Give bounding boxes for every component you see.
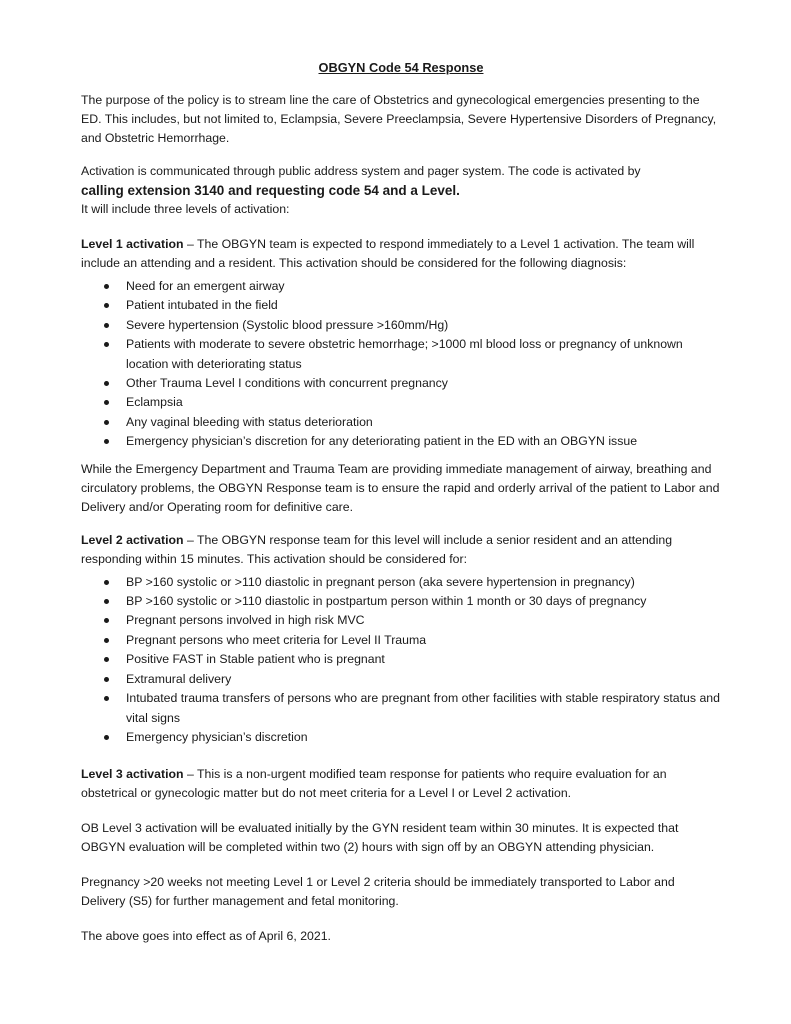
list-item: Intubated trauma transfers of persons who are pregnant from other facilities with stable respiratory status and vital signs (81, 689, 721, 728)
effective-date: The above goes into effect as of April 6, 2021. (81, 929, 331, 944)
transport-paragraph: Pregnancy >20 weeks not meeting Level 1 or Level 2 criteria should be immediately transported to Labor and Delivery (S5) for further management and fetal monitoring. (81, 875, 675, 909)
level1-list (81, 277, 721, 452)
list-item: Pregnant persons involved in high risk MVC (81, 611, 721, 630)
list-item: Need for an emergent airway (81, 277, 721, 296)
level1-followup: While the Emergency Department and Trauma Team are providing immediate management of airway, breathing and circulatory problems, the OBGYN Response team is to ensure the rapid and orderly arrival of the patient to Labor and Delivery and/or Operating room for definitive care. (81, 461, 720, 514)
level1-heading: Level 1 activation (81, 237, 184, 251)
list-item: Severe hypertension (Systolic blood pressure >160mm/Hg) (81, 316, 721, 335)
list-item: BP >160 systolic or >110 diastolic in pregnant person (aka severe hypertension in pregnancy) (81, 573, 721, 592)
list-item: Positive FAST in Stable patient who is pregnant (81, 650, 721, 669)
level1-paragraph (81, 235, 721, 273)
level3-text: – This is a non-urgent modified team response for patients who require evaluation for an obstetrical or gynecologic matter but do not meet criteria for a Level I or Level 2 activation. (81, 767, 667, 801)
level3-paragraph (81, 765, 721, 803)
list-item: BP >160 systolic or >110 diastolic in postpartum person within 1 month or 30 days of pregnancy (81, 592, 721, 611)
list-item: Extramural delivery (81, 670, 721, 689)
list-item: Patients with moderate to severe obstetric hemorrhage; >1000 ml blood loss or pregnancy of unknown location with deteriorating status (81, 335, 721, 374)
level3-evaluation: OB Level 3 activation will be evaluated initially by the GYN resident team within 30 minutes. It is expected that OBGYN evaluation will be completed within two (2) hours with sign off by an OBGYN attending physician. (81, 821, 679, 855)
list-item: Any vaginal bleeding with status deterioration (81, 413, 721, 432)
level2-list (81, 573, 721, 748)
activation-emphasis: calling extension 3140 and requesting code 54 and a Level. (81, 183, 460, 198)
purpose-paragraph: The purpose of the policy is to stream line the care of Obstetrics and gynecological emergencies presenting to the ED. This includes, but not limited to, Eclampsia, Severe Preeclampsia, Severe Hypertensive Disorders of Pregnancy, and Obstetric Hemorrhage. (81, 93, 717, 145)
list-item: Eclampsia (81, 393, 721, 412)
levels-note: It will include three levels of activation: (81, 202, 290, 216)
list-item: Pregnant persons who meet criteria for Level II Trauma (81, 631, 721, 650)
policy-document (81, 58, 721, 956)
level1-text: – The OBGYN team is expected to respond immediately to a Level 1 activation. The team will include an attending and a resident. This activation should be considered for the following diagnosis: (81, 237, 695, 270)
page-title: OBGYN Code 54 Response (318, 60, 484, 75)
level2-text: – The OBGYN response team for this level will include a senior resident and an attending responding within 15 minutes. This activation should be considered for: (81, 532, 673, 566)
level3-heading: Level 3 activation (81, 767, 184, 782)
list-item: Patient intubated in the field (81, 296, 721, 315)
list-item: Emergency physician’s discretion (81, 728, 721, 747)
list-item: Emergency physician’s discretion for any deteriorating patient in the ED with an OBGYN issue (81, 432, 721, 451)
list-item: Other Trauma Level I conditions with concurrent pregnancy (81, 374, 721, 393)
level2-heading: Level 2 activation (81, 532, 184, 547)
activation-section (81, 162, 721, 219)
activation-intro: Activation is communicated through public address system and pager system. The code is activated by (81, 164, 641, 178)
level2-paragraph (81, 531, 721, 569)
